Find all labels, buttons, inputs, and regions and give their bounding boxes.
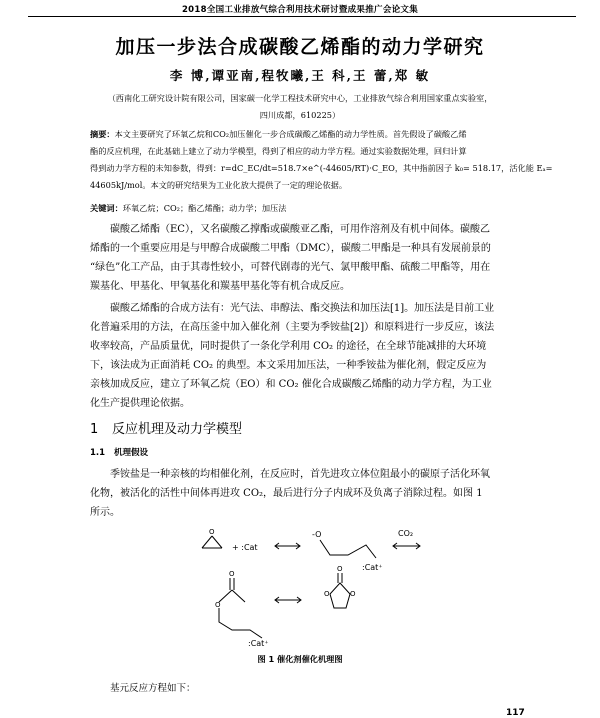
mechanism-line-3: 所示。 bbox=[90, 507, 120, 518]
intro-p1-line-2: 烯酯的一个重要应用是与甲醇合成碳酸二甲酯（DMC），碳酸二甲酯是一种具有发展前景的 bbox=[90, 243, 491, 254]
keywords-text: 环氧乙烷；CO₂；酯乙烯酯；动力学；加压法 bbox=[122, 203, 287, 213]
intro-p1-line-1: 碳酸乙烯酯（EC），又名碳酸乙撑酯或碳酸亚乙酯，可用作溶剂及有机中间体。碳酸乙 bbox=[110, 224, 490, 235]
catalyst-label: + :Cat bbox=[232, 543, 258, 552]
co2-label: CO₂ bbox=[398, 529, 414, 538]
section-1-heading bbox=[90, 418, 242, 437]
page-number: 117 bbox=[506, 708, 525, 718]
intro-p2-line-3: 收率较高，产品质量优，同时提供了一条化学利用 CO₂ 的途径，在全球节能减排的大环境 bbox=[90, 341, 487, 352]
equilibrium-arrow-3 bbox=[275, 597, 301, 603]
keywords-label: 关键词： bbox=[90, 203, 123, 213]
section-1-1-heading bbox=[90, 446, 148, 458]
oxygen-label-product-left: O bbox=[324, 590, 330, 598]
intro-p2-line-2: 化普遍采用的方法，在高压釜中加入催化剂（主要为季铵盐[2]）和原料进行一步反应，该法 bbox=[90, 322, 495, 333]
equilibrium-arrow-2 bbox=[393, 543, 420, 549]
affiliation-line-1: （西南化工研究设计院有限公司，国家碳一化学工程技术研究中心，工业排放气综合利用国家重点实验室， bbox=[107, 93, 493, 103]
equation-intro: 基元反应方程如下： bbox=[110, 683, 196, 694]
carbonate-intermediate bbox=[219, 578, 262, 638]
running-header: 2018全国工业排放气综合利用技术研讨暨成果推广会论文集 bbox=[181, 5, 419, 15]
equilibrium-arrow-1 bbox=[275, 543, 300, 549]
mechanism-line-2: 化物，被活化的活性中间体再进攻 CO₂，最后进行分子内成环及负离子消除过程。如图 1 bbox=[90, 488, 483, 499]
catalyst-cation-label-2: :Cat⁺ bbox=[248, 639, 269, 648]
mechanism-figure bbox=[0, 520, 600, 655]
intro-p1-line-3: “绿色”化工产品，由于其毒性较小，可替代剧毒的光气、氯甲酸甲酯、硫酸二甲酯等，用在 bbox=[90, 262, 491, 273]
section-1-number: 1 bbox=[90, 422, 99, 437]
intro-p2-line-1: 碳酸乙烯酯的合成方法有：光气法、串醇法、酯交换法和加压法[1]。加压法是目前工业 bbox=[110, 303, 495, 314]
header-rule bbox=[28, 16, 576, 17]
section-1-1-number: 1.1 bbox=[90, 448, 106, 458]
keywords-line bbox=[90, 200, 582, 217]
intro-p1-line-4: 羰基化、甲基化、甲氧基化和羰基甲基化等有机合成反应。 bbox=[90, 281, 350, 292]
abstract-line-4: 44605kJ/mol。本文的研究结果为工业化放大提供了一定的理论依据。 bbox=[90, 180, 348, 190]
oxygen-label-epoxide: O bbox=[209, 528, 215, 536]
oxygen-label-product-right: O bbox=[350, 590, 356, 598]
abstract-label: 摘要： bbox=[90, 129, 115, 139]
intro-p2-line-6: 化生产提供理论依据。 bbox=[90, 398, 190, 409]
abstract-line-3: 得到动力学方程的未知参数，得到：r=dC_EC/dt=518.7×e^(-44605/RT)·C_EO，其中指前因子 k₀= 518.17，活化能 Eₐ= bbox=[90, 163, 553, 173]
intro-p2-line-4: 下，该法成为正面消耗 CO₂ 的典型。本文采用加压法，一种季铵盐为催化剂，假定反应为 bbox=[90, 360, 487, 371]
alkoxide-oxygen-label: -O bbox=[312, 530, 322, 539]
alkoxide-intermediate bbox=[320, 540, 376, 558]
author-list: 李 博,谭亚南,程牧曦,王 科,王 蕾,郑 敏 bbox=[169, 68, 431, 83]
ethylene-carbonate-structure bbox=[330, 573, 350, 608]
affiliation-line-2: 四川成都，610225） bbox=[259, 110, 341, 120]
intro-p2-line-5: 亲核加成反应，建立了环氧乙烷（EO）和 CO₂ 催化合成碳酸乙烯酯的动力学方程，为工业 bbox=[90, 379, 492, 390]
abstract-line-2: 酯的反应机理，在此基础上建立了动力学模型，得到了相应的动力学方程。通过实验数据处理，回归计算 bbox=[90, 146, 467, 156]
catalyst-cation-label-1: :Cat⁺ bbox=[362, 563, 383, 572]
abstract-text: 本文主要研究了环氧乙烷和CO₂加压催化一步合成碳酸乙烯酯的动力学性质。首先假设了碳酸乙烯 bbox=[114, 129, 467, 139]
oxygen-label-product-carbonyl: O bbox=[337, 565, 343, 573]
oxygen-label-ring-left: O bbox=[215, 601, 221, 609]
section-1-title: 反应机理及动力学模型 bbox=[112, 422, 243, 437]
mechanism-line-1: 季铵盐是一种亲核的均相催化剂，在反应时，首先进攻立体位阻最小的碳原子活化环氧 bbox=[110, 469, 490, 480]
figure-1-caption: 图 1 催化剂催化机理图 bbox=[257, 654, 343, 664]
abstract-line-1 bbox=[90, 126, 582, 143]
section-1-1-title: 机理假设 bbox=[114, 448, 149, 458]
oxygen-label-carbonyl: O bbox=[229, 570, 235, 578]
paper-title: 加压一步法合成碳酸乙烯酯的动力学研究 bbox=[115, 36, 485, 58]
epoxide-structure bbox=[202, 536, 222, 548]
